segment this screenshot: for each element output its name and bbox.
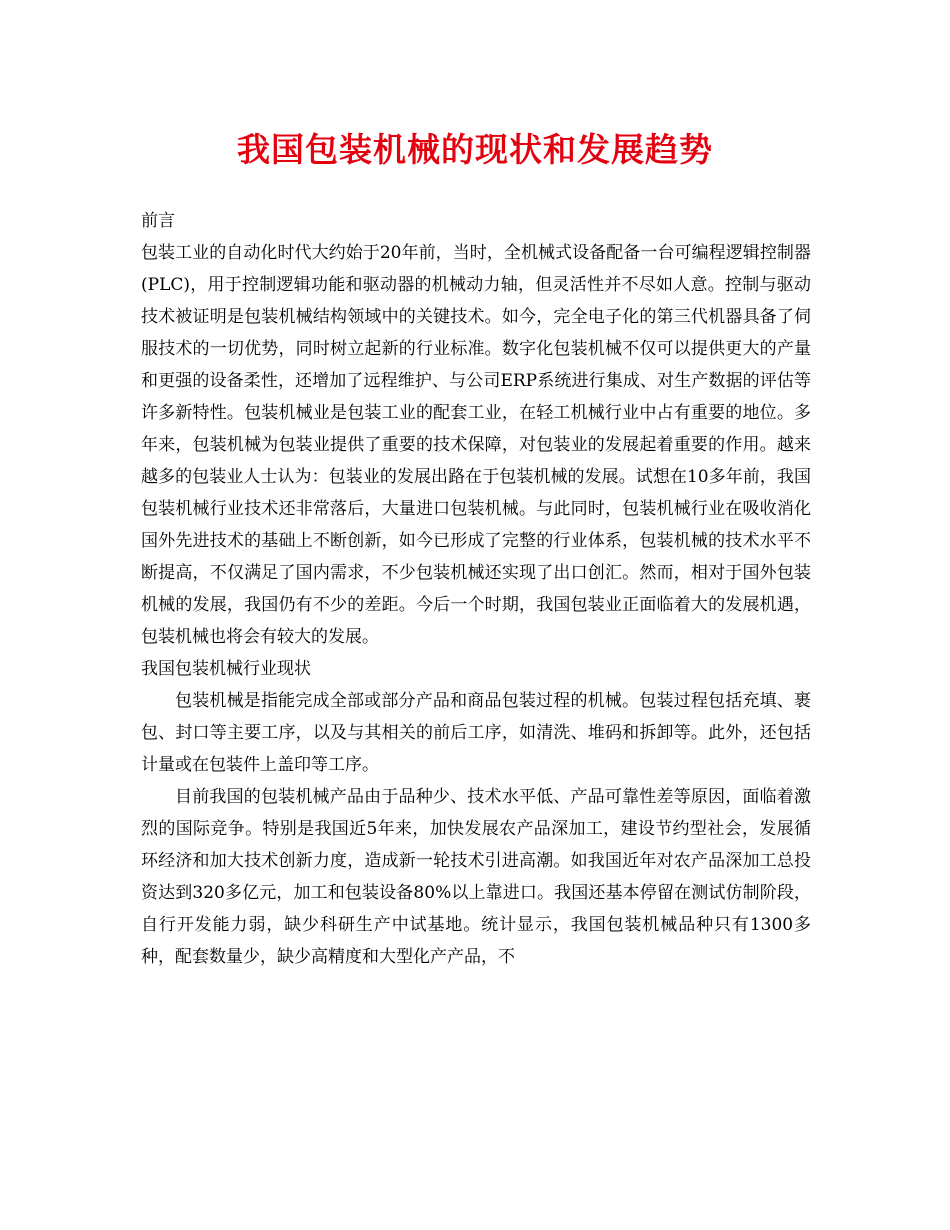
industry-status-paragraph-2: 目前我国的包装机械产品由于品种少、技术水平低、产品可靠性差等原因，面临着激烈的国际竞争。特别是我国近5年来，加快发展农产品深加工，建设节约型社会，发展循环经济和加大技术创新力度，造成新一轮技术引进高潮。如我国近年对农产品深加工总投资达到320多亿元，加工和包装设备80%以上靠进口。我国还基本停留在测试仿制阶段，自行开发能力弱，缺少科研生产中试基地。统计显示，我国包装机械品种只有1300多种，配套数量少，缺少高精度和大型化产产品，不 <box>141 787 811 967</box>
preface-heading: 前言 <box>141 211 175 231</box>
industry-status-paragraph-1: 包装机械是指能完成全部或部分产品和商品包装过程的机械。包装过程包括充填、裹包、封口等主要工序，以及与其相关的前后工序，如清洗、堆码和拆卸等。此外，还包括计量或在包装件上盖印等工序。 <box>141 691 811 775</box>
document-body <box>141 205 811 973</box>
preface-paragraph: 包装工业的自动化时代大约始于20年前，当时，全机械式设备配备一台可编程逻辑控制器(PLC)，用于控制逻辑功能和驱动器的机械动力轴，但灵活性并不尽如人意。控制与驱动技术被证明是包装机械结构领域中的关键技术。如今，完全电子化的第三代机器具备了伺服技术的一切优势，同时树立起新的行业标准。数字化包装机械不仅可以提供更大的产量和更强的设备柔性，还增加了远程维护、与公司ERP系统进行集成、对生产数据的评估等许多新特性。包装机械业是包装工业的配套工业，在轻工机械行业中占有重要的地位。多年来，包装机械为包装业提供了重要的技术保障，对包装业的发展起着重要的作用。越来越多的包装业人士认为：包装业的发展出路在于包装机械的发展。试想在10多年前，我国包装机械行业技术还非常落后，大量进口包装机械。与此同时，包装机械行业在吸收消化国外先进技术的基础上不断创新，如今已形成了完整的行业体系，包装机械的技术水平不断提高，不仅满足了国内需求，不少包装机械还实现了出口创汇。然而，相对于国外包装机械的发展，我国仍有不少的差距。今后一个时期，我国包装业正面临着大的发展机遇，包装机械也将会有较大的发展。 <box>141 243 811 647</box>
document-title: 我国包装机械的现状和发展趋势 <box>237 130 713 169</box>
industry-status-heading: 我国包装机械行业现状 <box>141 659 311 679</box>
